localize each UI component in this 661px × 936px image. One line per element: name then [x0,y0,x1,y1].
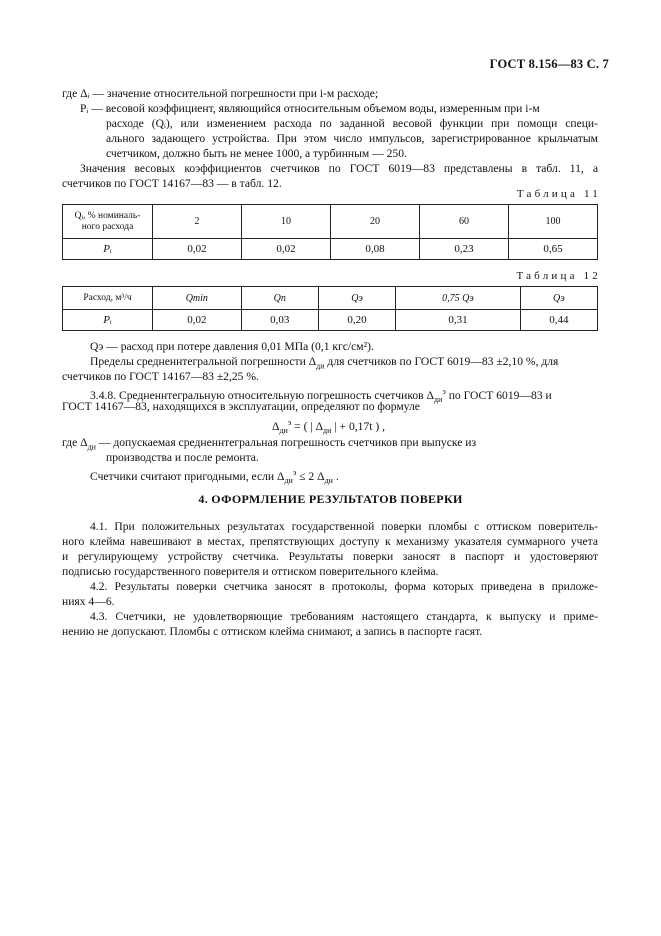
text-line: счетчиков по ГОСТ 14167—83 ±2,25 %. [62,370,259,383]
header-label: ного расхода [81,221,134,232]
table-row [63,310,598,331]
table-cell: 0,23 [420,239,509,260]
header-cell: 0,75 Qэ [396,287,521,310]
text-line: нению не допускают. Пломбы с оттиском клейма снимают, а запись в паспорте гасят. [62,625,483,638]
text-line: где Δᵢ — значение относительной погрешности при i-м расходе; [62,87,379,100]
table-cell: 0,65 [509,239,598,260]
table12-caption: Таблица 12 [516,270,601,282]
text-fragment: Счетчики считают пригодными, если Δ [90,469,285,483]
header-cell: Qmin [153,287,242,310]
table-cell: 0,02 [153,310,242,331]
text-fragment: по ГОСТ 6019—83 и [448,388,552,402]
text-line: Qэ — расход при потере давления 0,01 МПа (0,1 кгс/см²). [90,340,374,353]
text-line: Значения весовых коэффициентов счетчиков по ГОСТ 6019—83 представлены в табл. 11, а [80,162,598,175]
table-cell: 0,31 [396,310,521,331]
text-fragment: . [335,469,339,483]
table11-caption: Таблица 11 [516,188,601,200]
header-cell: 60 [420,205,509,239]
text-line: ного клейма навешивают в местах, препятствующих доступу к механизму указателя суммарного учета [62,535,598,548]
header-label: Qᵢ, % номиналь- [74,210,141,221]
text-fragment: Пределы средненнтегральной погрешности Δ [90,355,317,368]
table-cell: 0,08 [331,239,420,260]
table-cell: 0,03 [241,310,318,331]
table-12 [62,286,598,331]
text-line: Pᵢ — весовой коэффициент, являющийся относительным объемом воды, измеренным при i-м [80,102,540,115]
table-cell: 0,02 [153,239,242,260]
header-cell: Расход, м³/ч [63,287,153,310]
table-cell: 0,44 [520,310,597,331]
formula-part: | + 0,17t ) , [331,419,386,433]
table-row [63,239,598,260]
formula: $\Delta_{ди}^э$ = ( | $\Delta_{ди}$ | + 0,17t ) , [272,418,386,436]
header-cell: 100 [509,205,598,239]
text-line: 4.3. Счетчики, не удовлетворяющие требованиям настоящего стандарта, к выпуску и приме- [90,610,598,623]
text-line: 4.1. При положительных результатах государственной поверки пломбы с оттиском поверитель- [90,520,598,533]
text-line: счетчиков по ГОСТ 14167—83 — в табл. 12. [62,177,282,190]
table-header-row [63,205,598,239]
section-title: 4. ОФОРМЛЕНИЕ РЕЗУЛЬТАТОВ ПОВЕРКИ [198,492,463,506]
text-line: 4.2. Результаты поверки счетчика заносят в протоколы, форма которых приведена в приложе- [90,580,598,593]
header-cell: 20 [331,205,420,239]
text-line: расходе (Qᵢ), или изменением расхода по заданной весовой функции при помощи специ- [106,117,598,130]
row-label: Pᵢ [63,239,153,260]
text-line: счетчиком, должно быть не менее 1000, а турбинным — 250. [106,147,407,160]
row-label: Pᵢ [63,310,153,331]
formula-part: = ( | Δ [294,419,324,433]
table-11 [62,204,598,260]
text-line: ГОСТ 14167—83, находящихся в эксплуатации, определяют по формуле [62,400,420,413]
text-line: Счетчики считают пригодными, если $\Delta_{ди}^э \le 2$ $\Delta_{ди}$ . [90,468,339,486]
header-cell [63,205,153,239]
text-line: подписью государственного поверителя и оттиском поверительного клейма. [62,565,439,578]
text-line: ниях 4—6. [62,595,115,608]
text-fragment: 3.4.8. Средненнтегральную относительную погрешность счетчиков Δ [90,388,434,402]
text-fragment: где Δ [62,436,88,449]
text-line: производства и после ремонта. [106,451,259,464]
header-cell: Qэ [318,287,395,310]
page-header: ГОСТ 8.156—83 С. 7 [489,57,609,71]
text-line: ального задающего устройства. При этом число импульсов, зарегистрированное крыльчатым [106,132,598,145]
table-header-row [63,287,598,310]
formula-part: Δ [272,419,280,433]
header-cell: 10 [242,205,331,239]
header-cell: Qэ [520,287,597,310]
text-line: 3.4.8. Средненнтегральную относительную погрешность счетчиков $\Delta_{ди}^э$ по ГОСТ 6019—83 и [90,387,552,405]
text-fragment: для счетчиков по ГОСТ 6019—83 ±2,10 %, для [327,355,559,368]
header-cell: 2 [153,205,242,239]
text-line: Пределы средненнтегральной погрешности $\Delta_{ди}$ для счетчиков по ГОСТ 6019—83 ±2,10 %, для [90,355,559,371]
table-cell: 0,20 [318,310,395,331]
header-cell: Qп [241,287,318,310]
text-fragment: ≤ 2 Δ [299,469,325,483]
text-line: где $\Delta_{ди}$ — допускаемая средненнтегральная погрешность счетчиков при выпуске из [62,436,477,452]
text-line: и регулирующему устройству счетчика. Результаты поверки заносят в паспорт и удостоверяют [62,550,598,563]
table-cell: 0,02 [242,239,331,260]
text-fragment: — допускаемая средненнтегральная погрешность счетчиков при выпуске из [98,436,477,449]
